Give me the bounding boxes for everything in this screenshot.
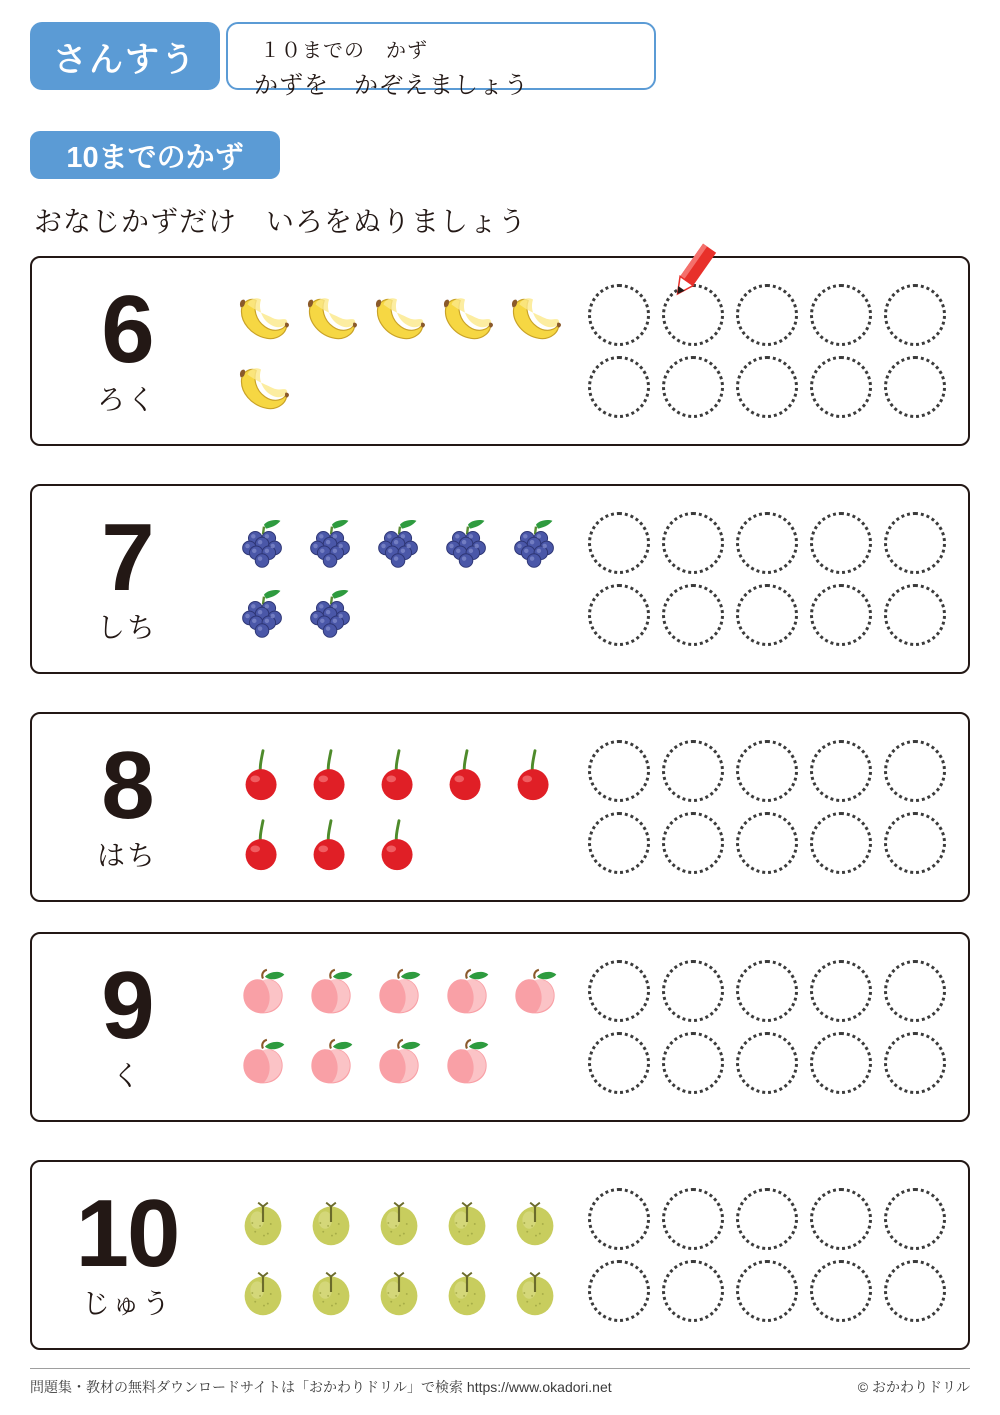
pear-icon [436,1261,498,1323]
coloring-circle[interactable] [588,812,650,874]
row-number-block [32,258,222,444]
coloring-circle[interactable] [736,740,798,802]
fruit-group [232,486,602,672]
peach-icon [232,1033,294,1095]
numeral: 8 [101,732,153,840]
coloring-circle[interactable] [884,740,946,802]
exercise-row [30,484,970,674]
row-number-block [32,934,222,1120]
coloring-circle[interactable] [736,1188,798,1250]
title-line-1: １０までの かず [260,40,428,62]
coloring-circle[interactable] [810,740,872,802]
fruit-line [232,353,602,423]
subject-badge: さんすう [30,22,220,90]
coloring-circle[interactable] [810,1188,872,1250]
cherry-icon [232,813,294,875]
circle-line [588,955,946,1027]
coloring-circle[interactable] [810,1032,872,1094]
circle-line [588,1183,946,1255]
coloring-circle[interactable] [810,1260,872,1322]
coloring-circle[interactable] [588,584,650,646]
pear-icon [232,1191,294,1253]
coloring-circle[interactable] [884,284,946,346]
coloring-circle[interactable] [810,284,872,346]
cherry-icon [436,743,498,805]
pear-icon [368,1191,430,1253]
fruit-line [232,511,602,581]
grapes-icon [232,585,294,647]
coloring-circle[interactable] [736,1260,798,1322]
banana-icon [368,287,430,349]
coloring-circle[interactable] [810,812,872,874]
banana-icon [232,357,294,419]
cherry-icon [232,743,294,805]
cherry-icon [504,743,566,805]
cherry-icon [300,813,362,875]
circle-line [588,579,946,651]
circle-line [588,351,946,423]
coloring-circle[interactable] [736,1032,798,1094]
coloring-circle[interactable] [588,1188,650,1250]
row-number-block [32,486,222,672]
coloring-circle[interactable] [736,960,798,1022]
exercise-row [30,932,970,1122]
coloring-circle[interactable] [884,960,946,1022]
fruit-line [232,1029,602,1099]
numeral-reading: ろく [96,383,157,415]
numeral-reading: く [111,1059,142,1091]
fruit-group [232,714,602,900]
numeral: 7 [101,504,153,612]
worksheet-header [30,22,662,102]
footer-right-text: © おかわりドリル [857,1379,970,1395]
coloring-circle[interactable] [884,1260,946,1322]
coloring-circles [588,486,946,672]
peach-icon [504,963,566,1025]
coloring-circle[interactable] [662,1032,724,1094]
coloring-circle[interactable] [736,584,798,646]
circle-line [588,735,946,807]
peach-icon [368,1033,430,1095]
cherry-icon [300,743,362,805]
grapes-icon [300,515,362,577]
circle-line [588,1255,946,1327]
fruit-line [232,739,602,809]
peach-icon [300,963,362,1025]
coloring-circle[interactable] [588,960,650,1022]
grapes-icon [368,515,430,577]
pear-icon [232,1261,294,1323]
coloring-circle[interactable] [884,1188,946,1250]
coloring-circle[interactable] [884,1032,946,1094]
coloring-circle[interactable] [736,284,798,346]
footer-left-text: 問題集・教材の無料ダウンロードサイトは「おかわりドリル」で検索 https://www.okadori.net [30,1379,612,1395]
pear-icon [504,1191,566,1253]
section-badge: 10までのかず [30,131,280,179]
fruit-group [232,934,602,1120]
grapes-icon [300,585,362,647]
page-footer [30,1368,970,1397]
cherry-icon [368,813,430,875]
coloring-circle[interactable] [884,584,946,646]
fruit-group [232,1162,602,1348]
pear-icon [436,1191,498,1253]
coloring-circles [588,1162,946,1348]
numeral-reading: はち [96,839,157,871]
coloring-circle[interactable] [662,1188,724,1250]
coloring-circle[interactable] [736,812,798,874]
numeral: 6 [101,276,153,384]
pear-icon [300,1191,362,1253]
fruit-line [232,581,602,651]
row-number-block [32,714,222,900]
numeral: 10 [75,1180,179,1288]
coloring-circle[interactable] [588,284,650,346]
circle-line [588,279,946,351]
pear-icon [300,1261,362,1323]
pencil-icon [656,238,726,308]
coloring-circle[interactable] [588,1032,650,1094]
instruction-text: おなじかずだけ いろをぬりましょう [34,206,528,237]
coloring-circle[interactable] [884,812,946,874]
coloring-circle[interactable] [588,740,650,802]
title-box [226,22,656,99]
coloring-circle[interactable] [884,356,946,418]
fruit-line [232,1187,602,1257]
coloring-circles [588,258,946,444]
row-number-block [32,1162,222,1348]
peach-icon [368,963,430,1025]
fruit-line [232,283,602,353]
coloring-circle[interactable] [810,356,872,418]
fruit-line [232,1257,602,1327]
numeral: 9 [101,952,153,1060]
coloring-circle[interactable] [884,512,946,574]
banana-icon [504,287,566,349]
coloring-circle[interactable] [662,584,724,646]
circle-line [588,1027,946,1099]
exercise-row [30,712,970,902]
exercise-row [30,256,970,446]
banana-icon [436,287,498,349]
peach-icon [436,963,498,1025]
numeral-reading: しち [96,611,157,643]
fruit-line [232,809,602,879]
pear-icon [504,1261,566,1323]
coloring-circles [588,714,946,900]
coloring-circle[interactable] [736,356,798,418]
banana-icon [232,287,294,349]
exercise-row [30,1160,970,1350]
coloring-circle[interactable] [662,960,724,1022]
peach-icon [300,1033,362,1095]
peach-icon [232,963,294,1025]
coloring-circle[interactable] [810,960,872,1022]
pear-icon [368,1261,430,1323]
fruit-line [232,959,602,1029]
coloring-circle[interactable] [588,512,650,574]
coloring-circle[interactable] [588,1260,650,1322]
coloring-circle[interactable] [810,512,872,574]
grapes-icon [504,515,566,577]
fruit-group [232,258,602,444]
grapes-icon [436,515,498,577]
cherry-icon [368,743,430,805]
coloring-circle[interactable] [662,812,724,874]
title-line-2: かずを かぞえましょう [254,72,529,99]
numeral-reading: じゅう [81,1287,172,1319]
coloring-circles [588,934,946,1120]
coloring-circle[interactable] [662,356,724,418]
coloring-circle[interactable] [662,740,724,802]
coloring-circle[interactable] [588,356,650,418]
banana-icon [300,287,362,349]
coloring-circle[interactable] [736,512,798,574]
coloring-circle[interactable] [662,512,724,574]
peach-icon [436,1033,498,1095]
coloring-circle[interactable] [810,584,872,646]
circle-line [588,807,946,879]
circle-line [588,507,946,579]
coloring-circle[interactable] [662,1260,724,1322]
grapes-icon [232,515,294,577]
